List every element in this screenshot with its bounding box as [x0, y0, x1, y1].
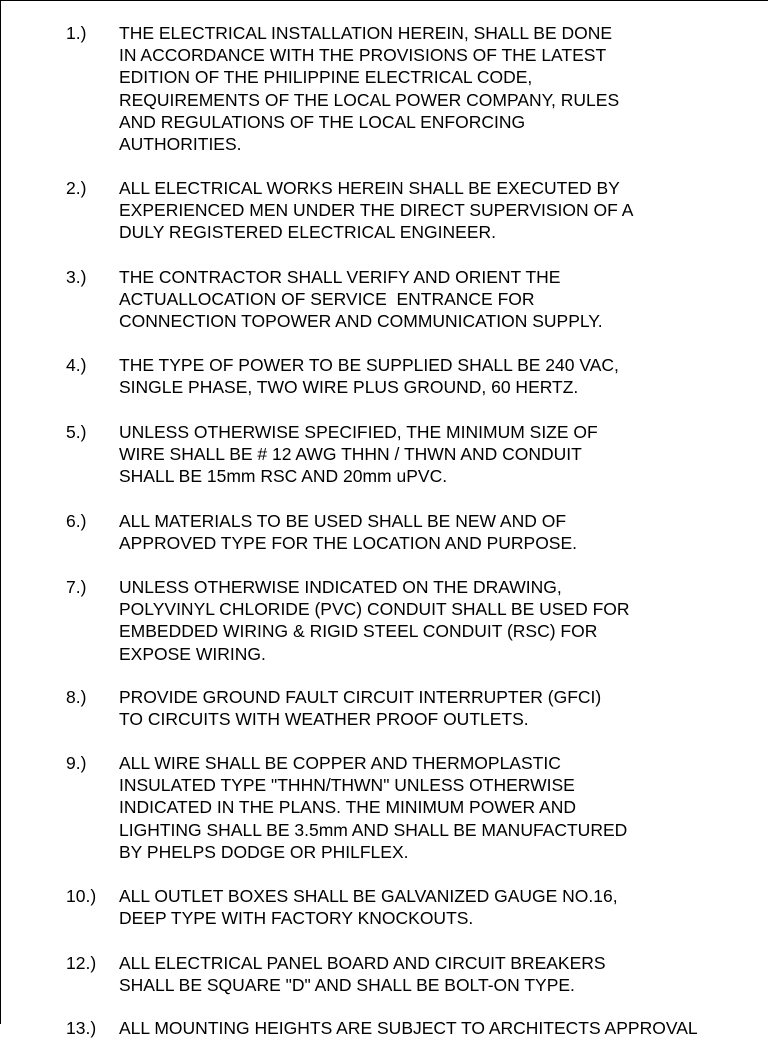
note-number: 1.) [66, 23, 87, 43]
note-number: 8.) [66, 687, 87, 707]
note-number: 10.) [66, 886, 97, 906]
note-text: THE TYPE OF POWER TO BE SUPPLIED SHALL BE 240 VAC, SINGLE PHASE, TWO WIRE PLUS GROUND, 60 HERTZ. [119, 355, 619, 398]
note-text: PROVIDE GROUND FAULT CIRCUIT INTERRUPTER (GFCI) TO CIRCUITS WITH WEATHER PROOF OUTLETS. [119, 687, 602, 730]
note-text: THE ELECTRICAL INSTALLATION HEREIN, SHALL BE DONE IN ACCORDANCE WITH THE PROVISIONS OF THE LATEST EDITION OF THE PHILIPPINE ELECTRICAL CODE, REQUIREMENTS OF THE LOCAL POWER COMPANY, RULES AND REGULATIONS OF THE LOCAL ENFORCING AUTHORITIES. [119, 23, 620, 155]
note-number: 4.) [66, 355, 87, 375]
note-number: 13.) [66, 1018, 97, 1038]
note-number: 12.) [66, 953, 97, 973]
note-number: 5.) [66, 422, 87, 442]
note-number: 7.) [66, 577, 87, 597]
note-text: ALL MOUNTING HEIGHTS ARE SUBJECT TO ARCHITECTS APPROVAL [119, 1018, 698, 1038]
note-text: ALL WIRE SHALL BE COPPER AND THERMOPLASTIC INSULATED TYPE "THHN/THWN" UNLESS OTHERWISE INDICATED IN THE PLANS. THE MINIMUM POWER AND LIGHTING SHALL BE 3.5mm AND SHALL BE MANUFACTURED BY PHELPS DODGE OR PHILFLEX. [119, 753, 628, 862]
note-number: 6.) [66, 511, 87, 531]
note-text: THE CONTRACTOR SHALL VERIFY AND ORIENT THE ACTUALLOCATION OF SERVICE ENTRANCE FOR CONNECTION TOPOWER AND COMMUNICATION SUPPLY. [119, 267, 603, 332]
note-text: UNLESS OTHERWISE INDICATED ON THE DRAWING, POLYVINYL CHLORIDE (PVC) CONDUIT SHALL BE USED FOR EMBEDDED WIRING & RIGID STEEL CONDUIT (RSC) FOR EXPOSE WIRING. [119, 577, 630, 664]
note-text: UNLESS OTHERWISE SPECIFIED, THE MINIMUM SIZE OF WIRE SHALL BE # 12 AWG THHN / THWN AND CONDUIT SHALL BE 15mm RSC AND 20mm uPVC. [119, 422, 598, 487]
note-number: 9.) [66, 753, 87, 773]
note-number: 3.) [66, 267, 87, 287]
note-text: ALL ELECTRICAL WORKS HEREIN SHALL BE EXECUTED BY EXPERIENCED MEN UNDER THE DIRECT SUPERVISION OF A DULY REGISTERED ELECTRICAL ENGINEER. [119, 178, 634, 243]
note-number: 2.) [66, 178, 87, 198]
note-text: ALL OUTLET BOXES SHALL BE GALVANIZED GAUGE NO.16, DEEP TYPE WITH FACTORY KNOCKOUTS. [119, 886, 618, 929]
note-text: ALL ELECTRICAL PANEL BOARD AND CIRCUIT BREAKERS SHALL BE SQUARE "D" AND SHALL BE BOLT-ON TYPE. [119, 953, 606, 996]
note-text: ALL MATERIALS TO BE USED SHALL BE NEW AND OF APPROVED TYPE FOR THE LOCATION AND PURPOSE. [119, 511, 578, 554]
